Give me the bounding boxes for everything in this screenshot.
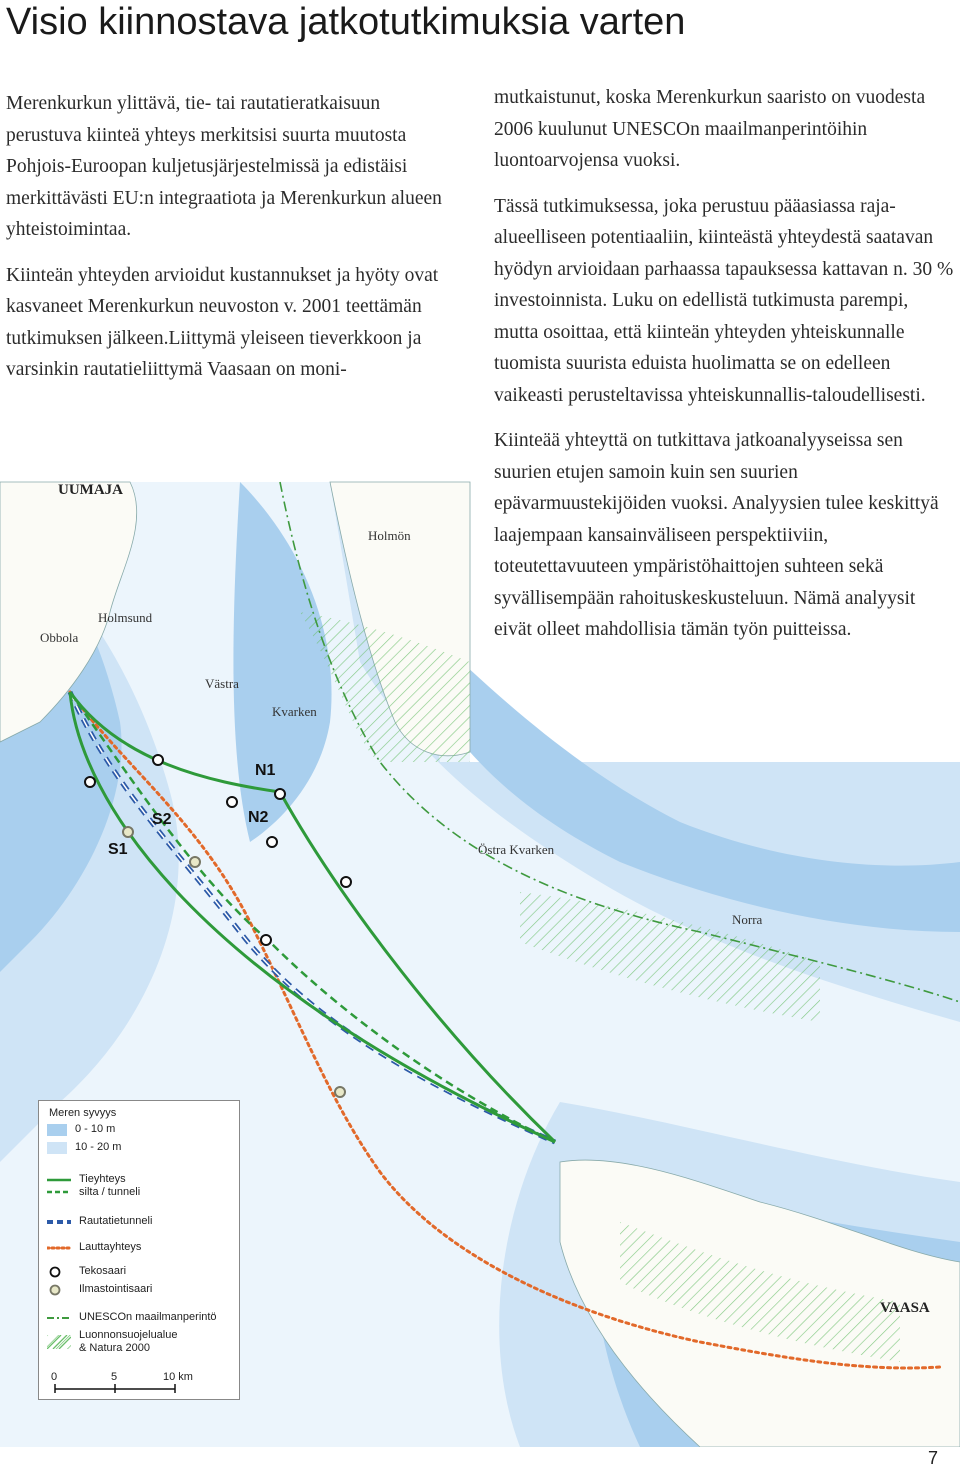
legend-depth-10-20: 10 - 20 m	[75, 1141, 122, 1153]
place-label-ostra-kvarken: Östra Kvarken	[478, 842, 555, 857]
scale-bar	[51, 1371, 231, 1395]
route-label-n1: N1	[255, 762, 276, 779]
route-label-n2: N2	[248, 809, 269, 826]
legend-depth-0-10-row	[47, 1123, 115, 1136]
place-label-norra: Norra	[732, 912, 763, 927]
legend-nature-text	[79, 1329, 177, 1355]
scale-label-10: 10 km	[163, 1371, 193, 1383]
paragraph: Merenkurkun ylittävä, tie- tai rautatieratkaisuun perustuva kiinteä yhteys merkitsisi suurta muutosta Pohjois-Euroopan kuljetusjärjestelmissä ja edistäisi merkittävästi EU:n integraatiota ja Merenkurkun alueen yhteistoimintaa.	[6, 93, 442, 240]
place-label-holmsund: Holmsund	[98, 610, 153, 625]
scale-label-0: 0	[51, 1371, 58, 1383]
depth-0-10-swatch	[47, 1124, 67, 1136]
legend-nature-label-1: Luonnonsuojelualue	[79, 1329, 178, 1341]
legend-rail-label: Rautatietunneli	[79, 1215, 153, 1227]
legend-unesco-label: UNESCOn maailmanperintö	[79, 1311, 217, 1323]
legend-depth-10-20-row	[47, 1141, 121, 1154]
page-title: Visio kiinnostava jatkotutkimuksia varten	[6, 1, 686, 43]
ferry-line-icon	[47, 1244, 71, 1252]
legend-ventilation-row	[47, 1283, 152, 1296]
place-label-kvarken: Kvarken	[272, 704, 317, 719]
place-label-vastra: Västra	[205, 676, 239, 691]
artificial-island-icon	[47, 1266, 71, 1278]
route-label-s1: S1	[108, 841, 128, 858]
legend-artificial-island: Tekosaari	[79, 1265, 127, 1277]
paragraph: mutkaistunut, koska Merenkurkun saaristo on vuodesta 2006 kuulunut UNESCOn maailmanperintöihin luontoarvojensa vuoksi.	[494, 87, 926, 171]
legend-road-row	[47, 1173, 140, 1199]
paragraph: Kiinteän yhteyden arvioidut kustannukset ja hyöty ovat kasvaneet Merenkurkun neuvoston v. 2001 teettämän tutkimuksen jälkeen.Liittymä yleiseen tieverkkoon ja varsinkin rautatieliittymä Vaasaan on moni-	[6, 264, 439, 380]
legend-unesco-row	[47, 1311, 217, 1324]
place-label-uumaja: UUMAJA	[58, 482, 123, 498]
route-label-s2: S2	[152, 811, 172, 828]
paragraph: Kiinteää yhteyttä on tutkittava jatkoanalyyseissa sen suurien etujen samoin kuin sen suurien epävarmuustekijöiden vuoksi. Analyysien tulee keskittyä laajempaan kansainväliseen perspektiiviin, toteutettavuuteen ympäristöhaittojen suhteen sekä syvällisempään rahoituskeskusteluun. Nämä analyysit eivät olleet mahdollisia tämän työn puitteissa.	[494, 430, 939, 640]
scale-bar-graphic	[51, 1371, 231, 1395]
page-number: 7	[927, 1448, 938, 1468]
legend-rail-row	[47, 1215, 152, 1228]
ventilation-island-icon	[47, 1284, 71, 1296]
legend-road-text	[79, 1173, 140, 1199]
legend-artificial-island-row	[47, 1265, 126, 1278]
unesco-line-icon	[47, 1314, 71, 1322]
scale-label-5: 5	[111, 1371, 118, 1383]
legend-ferry-label: Lauttayhteys	[79, 1241, 142, 1253]
legend-ferry-row	[47, 1241, 141, 1254]
map-legend	[38, 1100, 240, 1400]
legend-road-label-2: silta / tunneli	[79, 1186, 141, 1198]
legend-nature-row	[47, 1329, 177, 1355]
paragraph: Tässä tutkimuksessa, joka perustuu pääasiassa raja-alueelliseen potentiaaliin, kiinteästä yhteydestä saatavan hyödyn arvioidaan parhaassa tapauksessa kattavan n. 30 % investoinnista. Luku on edellistä tutkimusta parempi, mutta osoittaa, että kiinteän yhteyden yhteiskunnalle tuomista suurista eduista huolimatta se on edelleen vaikeasti perusteltavissa yhteiskunnallis-taloudellisesti.	[494, 195, 954, 406]
legend-nature-label-2: & Natura 2000	[79, 1342, 150, 1354]
place-label-obbola: Obbola	[40, 630, 79, 645]
nature-hatch-icon	[47, 1335, 71, 1349]
road-line-icon	[47, 1175, 71, 1197]
rail-line-icon	[47, 1218, 71, 1226]
legend-ventilation-island: Ilmastointisaari	[79, 1283, 153, 1295]
legend-road-label-1: Tieyhteys	[79, 1173, 126, 1185]
depth-10-20-swatch	[47, 1142, 67, 1154]
left-text-column	[6, 88, 446, 400]
place-label-holmon: Holmön	[368, 528, 411, 543]
legend-depth-title: Meren syvyys	[49, 1107, 117, 1119]
place-label-vaasa: VAASA	[880, 1300, 930, 1316]
legend-depth-title-row	[47, 1107, 116, 1120]
legend-depth-0-10: 0 - 10 m	[75, 1123, 116, 1135]
